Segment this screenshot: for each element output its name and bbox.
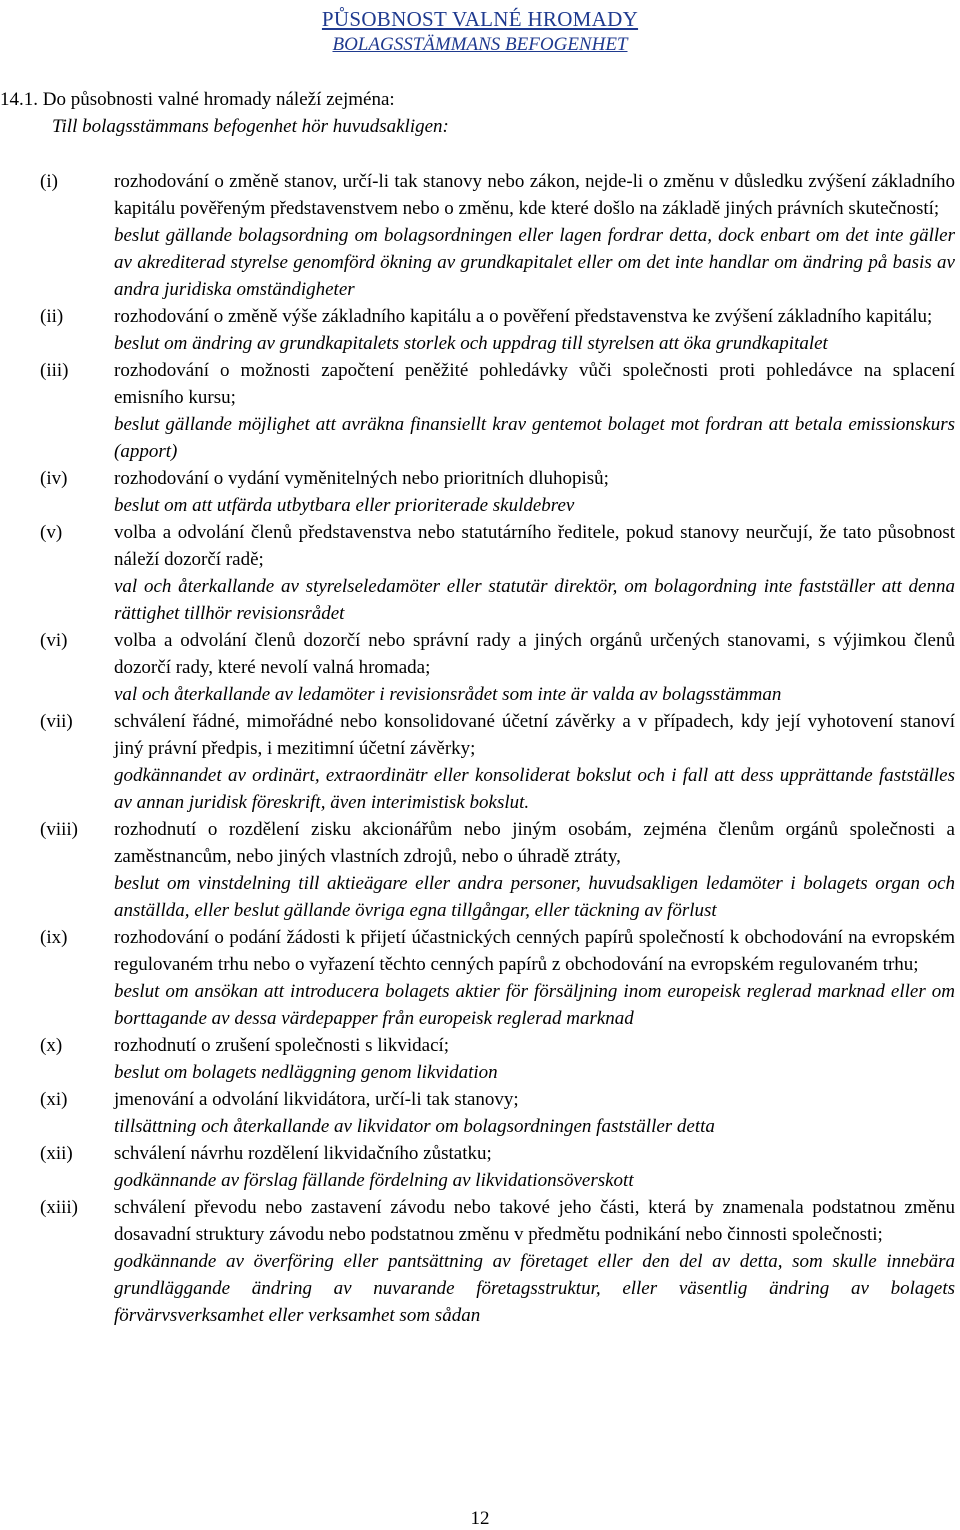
item-text-cz: schválení návrhu rozdělení likvidačního zůstatku; [114, 1143, 492, 1164]
item-text-cz: rozhodnutí o zrušení společnosti s likvidací; [114, 1035, 450, 1056]
item-body [114, 1140, 955, 1194]
item-text-cz: rozhodování o změně výše základního kapitálu a o pověření představenstva ke zvýšení základního kapitálu; [114, 306, 933, 327]
powers-list [0, 168, 960, 1329]
item-body [114, 357, 955, 465]
item-text-sv: tillsättning och återkallande av likvidator om bolagsordningen fastställer detta [114, 1116, 715, 1137]
list-item [0, 924, 960, 1032]
item-body [114, 1086, 955, 1140]
list-item [0, 627, 960, 708]
item-body [114, 519, 955, 627]
item-text-cz: volba a odvolání členů představenstva nebo statutárního ředitele, pokud stanovy neurčují, že tato působnost náleží dozorčí radě; [114, 522, 955, 570]
item-number: (vii) [40, 711, 73, 732]
item-number: (viii) [40, 819, 78, 840]
item-text-sv: godkännande av förslag fällande fördelning av likvidationsöverskott [114, 1170, 634, 1191]
item-number: (i) [40, 171, 58, 192]
item-text-sv: beslut om att utfärda utbytbara eller prioriterade skuldebrev [114, 495, 575, 516]
item-body [114, 303, 955, 357]
item-number: (iii) [40, 360, 69, 381]
list-item [0, 1140, 960, 1194]
item-body [114, 708, 955, 816]
list-item [0, 303, 960, 357]
item-number: (iv) [40, 468, 68, 489]
item-number: (v) [40, 522, 63, 543]
item-text-cz: rozhodování o vydání vyměnitelných nebo prioritních dluhopisů; [114, 468, 609, 489]
item-number: (xii) [40, 1143, 73, 1164]
section-heading-sv: Till bolagsstämmans befogenhet hör huvudsakligen: [52, 116, 449, 137]
item-text-sv: beslut om ändring av grundkapitalets storlek och uppdrag till styrelsen att öka grundkapitalet [114, 333, 828, 354]
item-body [114, 816, 955, 924]
item-number: (xi) [40, 1089, 68, 1110]
item-body [114, 627, 955, 708]
item-text-cz: jmenování a odvolání likvidátora, určí-li tak stanovy; [114, 1089, 519, 1110]
item-text-cz: rozhodování o podání žádosti k přijetí účastnických cenných papírů společností k obchodování na evropském regulovaném trhu nebo o vyřazení těchto cenných papírů z obchodování na evropském regulovaném trhu; [114, 927, 955, 975]
item-text-sv: beslut om ansökan att introducera bolagets aktier för försäljning inom europeisk reglerad marknad eller om borttagande av dessa värdepapper från europeisk reglerad marknad [114, 981, 955, 1029]
item-text-sv: val och återkallande av ledamöter i revisionsrådet som inte är valda av bolagsstämman [114, 684, 782, 705]
list-item [0, 1194, 960, 1329]
item-body [114, 1032, 955, 1086]
list-item [0, 519, 960, 627]
page-title-cz: PŮSOBNOST VALNÉ HROMADY [321, 7, 639, 31]
item-number: (vi) [40, 630, 68, 651]
list-item [0, 1086, 960, 1140]
list-item [0, 816, 960, 924]
list-item [0, 357, 960, 465]
list-item [0, 465, 960, 519]
item-text-sv: beslut om bolagets nedläggning genom likvidation [114, 1062, 498, 1083]
list-item [0, 168, 960, 303]
item-text-cz: rozhodování o možnosti započtení peněžité pohledávky vůči společnosti proti pohledávce na splacení emisního kursu; [114, 360, 955, 408]
item-text-cz: rozhodnutí o rozdělení zisku akcionářům nebo jiným osobám, zejména členům orgánů společnosti a zaměstnancům, nebo jiných vlastních zdrojů, nebo o úhradě ztráty, [114, 819, 955, 867]
section-number: 14.1. [0, 89, 38, 110]
section-heading-cz: Do působnosti valné hromady náleží zejména: [42, 89, 395, 110]
item-number: (xiii) [40, 1197, 78, 1218]
item-text-sv: godkännande av överföring eller pantsättning av företaget eller den del av detta, som skulle innebära grundläggande ändring av nuvarande företagsstruktur, eller väsentlig ändring av bolagets förvärvsverksamhet eller verksamhet som sådan [114, 1251, 955, 1326]
item-text-sv: beslut gällande bolagsordning om bolagsordningen eller lagen fordrar detta, dock enbart om det inte gäller av akrediterad styrelse genomförd ökning av grundkapitalet eller om det inte handlar om ändring på basis av andra juridiska omständigheter [114, 225, 955, 300]
item-text-cz: schválení převodu nebo zastavení závodu nebo takové jeho části, která by znamenala podstatnou změnu dosavadní struktury závodu nebo podstatnou změnu v předmětu podnikání nebo činnosti společnosti; [114, 1197, 955, 1245]
section-heading [0, 86, 449, 140]
list-item [0, 708, 960, 816]
page-number: 12 [470, 1508, 490, 1529]
item-number: (x) [40, 1035, 63, 1056]
item-body [114, 1194, 955, 1329]
item-text-sv: val och återkallande av styrelseledamöter eller statutär direktör, om bolagordning inte fastställer att denna rättighet tillhör revisionsrådet [114, 576, 955, 624]
item-text-sv: beslut gällande möjlighet att avräkna finansiellt krav gentemot bolaget mot fordran att betala emissionskurs (apport) [114, 414, 955, 462]
item-text-sv: beslut om vinstdelning till aktieägare eller andra personer, huvudsakligen ledamöter i bolagets organ och anställda, eller beslut gällande övriga egna tillgångar, eller täckning av förlust [114, 873, 955, 921]
item-number: (ix) [40, 927, 68, 948]
item-body [114, 168, 955, 303]
list-item [0, 1032, 960, 1086]
item-text-sv: godkännandet av ordinärt, extraordinätr eller konsoliderat bokslut och i fall att dess upprättande fastställes av annan juridisk föreskrift, även interimistisk bokslut. [114, 765, 955, 813]
page-title-sv: BOLAGSSTÄMMANS BEFOGENHET [332, 34, 628, 55]
item-text-cz: rozhodování o změně stanov, určí-li tak stanovy nebo zákon, nejde-li o změnu v důsledku zvýšení základního kapitálu pověřeným představenstvem nebo o změnu, kde které došlo na základě jiných právních skutečností; [114, 171, 955, 219]
item-number: (ii) [40, 306, 64, 327]
item-body [114, 924, 955, 1032]
item-text-cz: volba a odvolání členů dozorčí nebo správní rady a jiných orgánů určených stanovami, s výjimkou členů dozorčí rady, které nevolí valná hromada; [114, 630, 955, 678]
item-text-cz: schválení řádné, mimořádné nebo konsolidované účetní závěrky a v případech, kdy její vyhotovení stanoví jiný právní předpis, i mezitimní účetní závěrky; [114, 711, 955, 759]
item-body [114, 465, 955, 519]
